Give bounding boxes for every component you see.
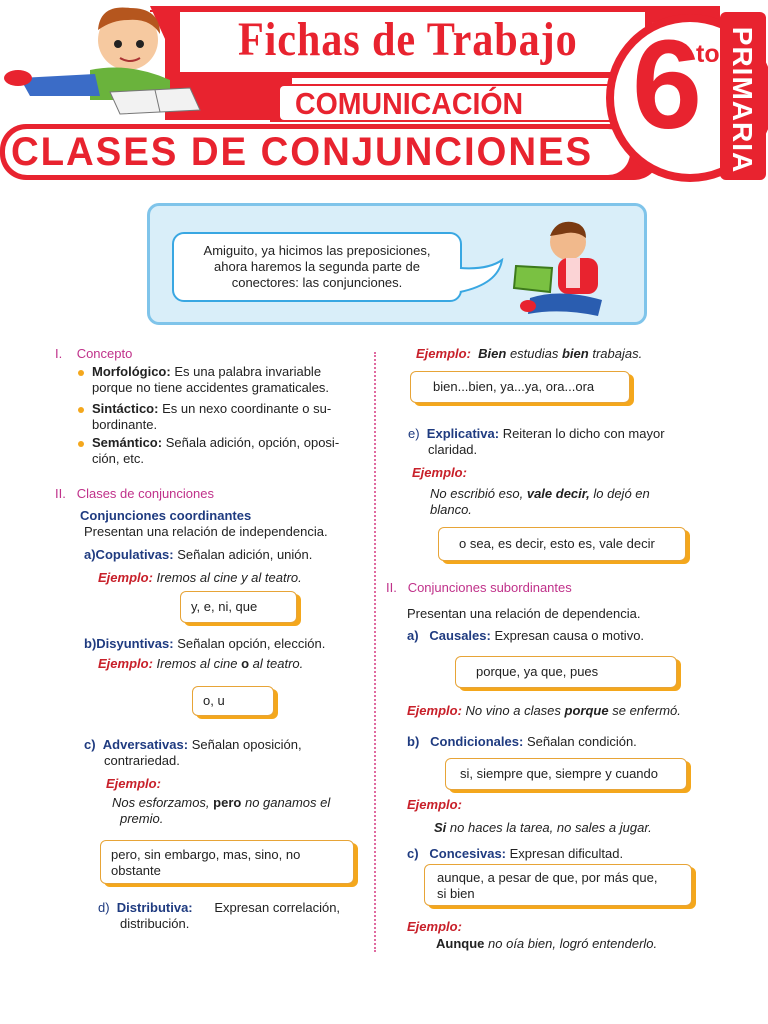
condicionales-example-label: Ejemplo:	[407, 797, 462, 812]
copulativas-box: y, e, ni, que	[180, 591, 297, 623]
intro-line-2: ahora haremos la segunda parte de	[214, 259, 420, 274]
condicionales-example: Si no haces la tarea, no sales a jugar.	[434, 820, 652, 835]
disyuntivas-box: o, u	[192, 686, 274, 716]
adversativas-box: pero, sin embargo, mas, sino, no obstante	[100, 840, 354, 884]
explicativa-line: e) Explicativa: Reiteran lo dicho con mayor claridad.	[408, 426, 665, 457]
speech-bubble	[172, 232, 462, 302]
grade-suffix: to	[696, 40, 720, 68]
concesivas-example-label: Ejemplo:	[407, 919, 462, 934]
level-tag	[720, 22, 764, 178]
level-label: PRIMARIA	[727, 26, 758, 174]
section-concepto	[55, 346, 132, 362]
subject-title: COMUNICACIÓN	[295, 86, 524, 121]
concesivas-example: Aunque no oía bien, logró entenderlo.	[436, 936, 658, 951]
topic-title: CLASES DE CONJUNCIONES	[11, 130, 594, 174]
bullet-icon	[78, 441, 84, 447]
disyuntivas-example: Ejemplo: Iremos al cine o al teatro.	[98, 656, 304, 671]
concepto-sintactico: Sintáctico: Es un nexo coordinante o su- bordinante.	[78, 401, 362, 433]
adversativas-line: c) Adversativas: Señalan oposición, contrariedad.	[84, 737, 302, 768]
copulativas-example: Ejemplo: Iremos al cine y al teatro.	[98, 570, 302, 585]
adversativas-example-label: Ejemplo:	[106, 776, 161, 791]
subordinantes-desc: Presentan una relación de dependencia.	[407, 606, 641, 621]
bullet-icon	[78, 370, 84, 376]
condicionales-line: b) Condicionales: Señalan condición.	[407, 734, 637, 749]
concesivas-box: aunque, a pesar de que, por más que, si bien	[424, 864, 692, 906]
explicativa-example-label: Ejemplo:	[412, 465, 467, 480]
copulativas-line: a)Copulativas: Señalan adición, unión.	[84, 547, 313, 562]
bullet-icon	[78, 407, 84, 413]
page-title: Fichas de Trabajo	[238, 13, 578, 66]
section-clases: II. Clases de conjunciones	[55, 486, 214, 501]
causales-line: a) Causales: Expresan causa o motivo.	[407, 628, 645, 643]
intro-line-1: Amiguito, ya hicimos las preposiciones,	[203, 243, 431, 258]
disyuntivas-line: b)Disyuntivas: Señalan opción, elección.	[84, 636, 326, 651]
section-subordinantes: II. Conjunciones subordinantes	[386, 580, 572, 595]
intro-line-3: conectores: las conjunciones.	[231, 275, 403, 290]
distributiva-box: bien...bien, ya...ya, ora...ora	[410, 371, 630, 403]
explicativa-example: No escribió eso, vale decir, lo dejó en blanco.	[430, 486, 650, 517]
grade-number: 6	[632, 14, 703, 155]
section-number: I.	[55, 346, 63, 361]
column-divider	[374, 352, 376, 952]
bubble-tail	[458, 258, 506, 304]
concesivas-line: c) Concesivas: Expresan dificultad.	[407, 846, 624, 861]
causales-box: porque, ya que, pues	[455, 656, 677, 688]
boy-laptop-illustration	[510, 218, 610, 320]
explicativa-box: o sea, es decir, esto es, vale decir	[438, 527, 686, 561]
section-heading: Concepto	[76, 346, 133, 361]
distributiva-line: d) Distributiva: Expresan correlación, distribución.	[98, 900, 341, 931]
concepto-morfologico: Morfológico: Es una palabra invariable porque no tiene accidentes gramaticales.	[78, 364, 362, 396]
causales-example: Ejemplo: No vino a clases porque se enfermó.	[407, 703, 681, 718]
coordinantes-desc: Presentan una relación de independencia.	[84, 524, 328, 539]
adversativas-example: Nos esforzamos, pero no ganamos el premio.	[112, 795, 331, 826]
condicionales-box: si, siempre que, siempre y cuando	[445, 758, 687, 790]
distributiva-example: Ejemplo: Bien estudias bien trabajas.	[416, 346, 643, 361]
concepto-semantico: Semántico: Señala adición, opción, oposi- ción, etc.	[78, 435, 362, 467]
coordinantes-title: Conjunciones coordinantes	[80, 508, 252, 523]
